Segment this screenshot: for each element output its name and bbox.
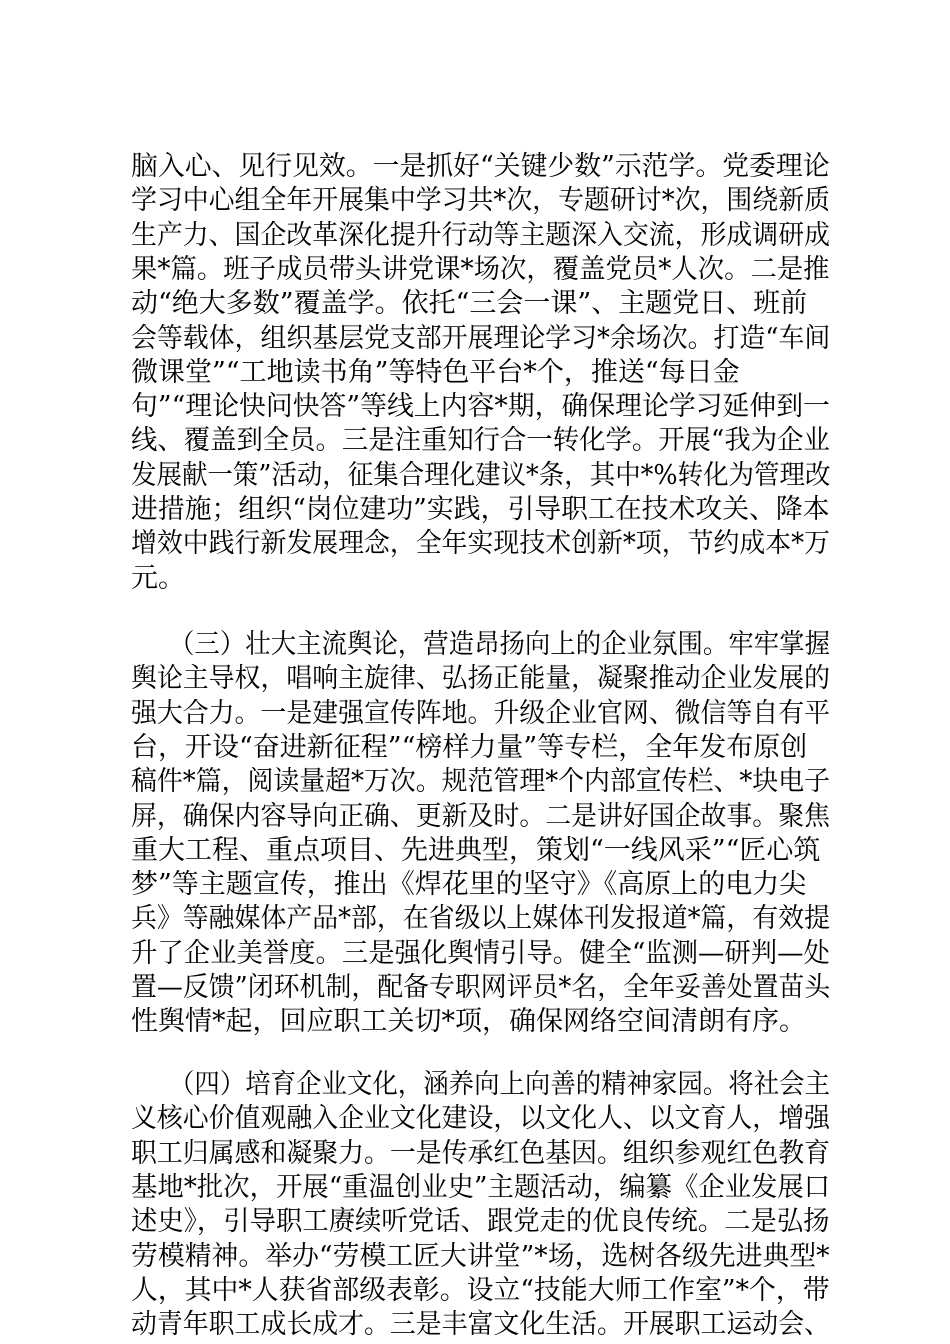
text-line: 述史》，引导职工赓续听党话、跟党走的优良传统。二是弘扬	[131, 1206, 830, 1237]
section-heading-line: （四）培育企业文化，涵养向上向善的精神家园。将社会主	[169, 1069, 831, 1100]
text-line: 生产力、国企改革深化提升行动等主题深入交流，形成调研成	[131, 220, 830, 251]
text-line: 发展献一策”活动，征集合理化建议*条，其中*%转化为管理改	[131, 460, 831, 491]
text-line: 义核心价值观融入企业文化建设，以文化人、以文育人，增强	[131, 1103, 830, 1134]
text-line: 句”“理论快问快答”等线上内容*期，确保理论学习延伸到一	[131, 391, 830, 422]
text-line: 性舆情*起，回应职工关切*项，确保网络空间清朗有序。	[131, 1006, 806, 1037]
text-line: 置—反馈”闭环机制，配备专职网评员*名，全年妥善处置苗头	[131, 972, 831, 1003]
text-line: 脑入心、见行见效。一是抓好“关键少数”示范学。党委理论	[131, 151, 830, 182]
text-line: 台，开设“奋进新征程”“榜样力量”等专栏，全年发布原创	[131, 732, 808, 763]
text-line: 基地*批次，开展“重温创业史”主题活动，编纂《企业发展口	[131, 1172, 831, 1203]
text-line: 梦”等主题宣传，推出《焊花里的坚守》《高原上的电力尖	[131, 869, 807, 900]
text-line: 线、覆盖到全员。三是注重知行合一转化学。开展“我为企业	[131, 425, 830, 456]
text-line: 动“绝大多数”覆盖学。依托“三会一课”、主题党日、班前	[131, 288, 808, 319]
text-line: 职工归属感和凝聚力。一是传承红色基因。组织参观红色教育	[131, 1138, 830, 1169]
text-line: 屏，确保内容导向正确、更新及时。二是讲好国企故事。聚焦	[131, 801, 830, 832]
text-line: 劳模精神。举办“劳模工匠大讲堂”*场，选树各级先进典型*	[131, 1241, 830, 1272]
text-line: 增效中践行新发展理念，全年实现技术创新*项，节约成本*万	[131, 528, 830, 559]
text-line: 动青年职工成长成才。三是丰富文化生活。开展职工运动会、	[131, 1309, 830, 1340]
text-line: 升了企业美誉度。三是强化舆情引导。健全“监测—研判—处	[131, 938, 830, 969]
section-heading-line: （三）壮大主流舆论，营造昂扬向上的企业氛围。牢牢掌握	[169, 629, 831, 660]
text-line: 人，其中*人获省部级表彰。设立“技能大师工作室”*个，带	[131, 1275, 830, 1306]
text-line: 稿件*篇，阅读量超*万次。规范管理*个内部宣传栏、*块电子	[131, 766, 830, 797]
text-line: 会等载体，组织基层党支部开展理论学习*余场次。打造“车间	[131, 323, 831, 354]
text-line: 兵》等融媒体产品*部，在省级以上媒体刊发报道*篇，有效提	[131, 903, 830, 934]
text-line: 强大合力。一是建强宣传阵地。升级企业官网、微信等自有平	[131, 698, 830, 729]
text-line: 微课堂”“工地读书角”等特色平台*个，推送“每日金	[131, 357, 740, 388]
text-line: 果*篇。班子成员带头讲党课*场次，覆盖党员*人次。二是推	[131, 254, 830, 285]
text-line: 学习中心组全年开展集中学习共*次，专题研讨*次，围绕新质	[131, 185, 830, 216]
text-line: 进措施；组织“岗位建功”实践，引导职工在技术攻关、降本	[131, 494, 830, 525]
text-line: 舆论主导权，唱响主旋律、弘扬正能量，凝聚推动企业发展的	[131, 663, 830, 694]
text-line: 重大工程、重点项目、先进典型，策划“一线风采”“匠心筑	[131, 835, 821, 866]
text-line: 元。	[131, 563, 185, 594]
